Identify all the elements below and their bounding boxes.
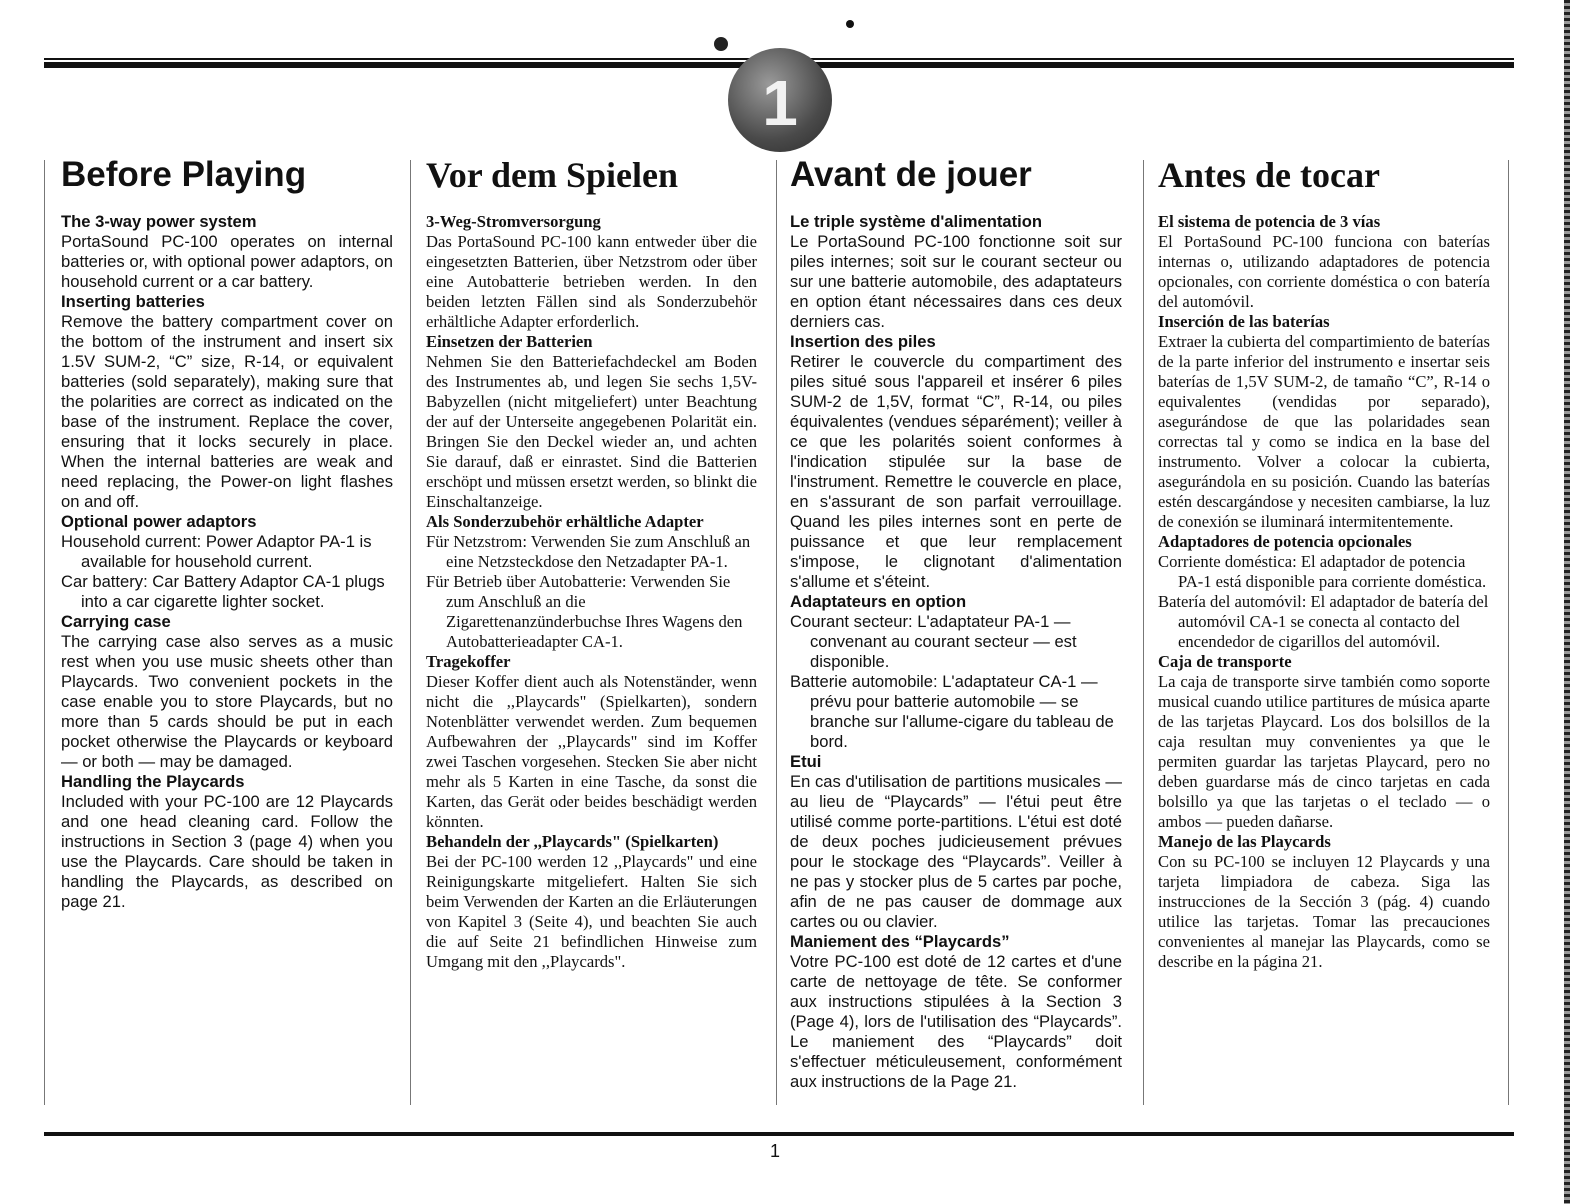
section-heading: Le triple système d'alimentation bbox=[790, 212, 1043, 231]
column-german bbox=[426, 150, 757, 1100]
section-heading: Manejo de las Playcards bbox=[1158, 832, 1331, 851]
paragraph: Votre PC-100 est doté de 12 cartes et d'une carte de nettoyage de tête. Se conformer aux instructions stipulées à la Section 3 (Page 4), lors de l'utilisation des “Playcards”. Le maniement des “Playcards” doit s'effectuer méticuleusement, conformément aux instructions de la Page 21. bbox=[790, 952, 1122, 1091]
list-item: Corriente doméstica: El adaptador de potencia PA-1 está disponible para corriente doméstica. bbox=[1158, 552, 1487, 591]
section-heading: Maniement des “Playcards” bbox=[790, 932, 1010, 951]
paragraph: La caja de transporte sirve también como soporte musical cuando utilice partitures de música aparte de las tarjetas Playcard. Los dos bolsillos de la caja resultan muy convenientes ya que le permiten guardar las tarjetas Playcard, pero no deben guardarse más de cinco tarjetas en cada bolsillo ya que las tarjetas o el teclado — o ambos — pueden dañarse. bbox=[1158, 672, 1490, 831]
column-divider bbox=[410, 160, 411, 1105]
decorative-dot bbox=[846, 20, 854, 28]
section-heading: Inserting batteries bbox=[61, 292, 205, 311]
list-item: Für Betrieb über Autobatterie: Verwenden Sie zum Anschluß an die Zigarettenanzünderbuchse Ihres Wagens den Autobatterieadapter CA-1. bbox=[426, 572, 743, 651]
column-french bbox=[790, 150, 1122, 1100]
paragraph: Dieser Koffer dient auch als Notenständer, wenn nicht die ,,Playcards" (Spielkarten), sondern Notenblätter verwendet werden. Zum bequemen Aufbewahren der ,,Playcards" sind im Koffer zwei Taschen vorgesehen. Stecken Sie aber nicht mehr als 5 Karten in eine Tasche, da sonst die Karten, das Gerät oder beides beschädigt werden könnten. bbox=[426, 672, 757, 831]
section-heading: The 3-way power system bbox=[61, 212, 257, 231]
column-spanish bbox=[1158, 150, 1490, 1100]
section-badge: 1 bbox=[728, 48, 832, 152]
page-number: 1 bbox=[770, 1141, 781, 1161]
page-title: Antes de tocar bbox=[1158, 155, 1380, 195]
scan-edge bbox=[1564, 0, 1570, 1204]
paragraph: Bei der PC-100 werden 12 ,,Playcards" und eine Reinigungskarte mitgeliefert. Halten Sie sich beim Verwenden der Karten an die Erläuterungen von Kapitel 3 (Seite 4), und beachten Sie auch die auf Seite 21 befindlichen Hinweise zum Umgang mit den ,,Playcards". bbox=[426, 852, 757, 971]
page-title: Avant de jouer bbox=[790, 155, 1032, 194]
section-heading: Inserción de las baterías bbox=[1158, 312, 1330, 331]
paragraph: Included with your PC-100 are 12 Playcards and one head cleaning card. Follow the instructions in Section 3 (page 4) when you use the Playcards. Care should be taken in handling the Playcards, as described on page 21. bbox=[61, 792, 393, 911]
decorative-dot bbox=[714, 37, 728, 51]
section-heading: Optional power adaptors bbox=[61, 512, 257, 531]
paragraph: Le PortaSound PC-100 fonctionne soit sur piles internes; soit sur le courant secteur ou sur une batterie automobile, des adaptateurs en option étant nécessaires dans ces deux derniers cas. bbox=[790, 232, 1122, 331]
section-heading: Caja de transporte bbox=[1158, 652, 1292, 671]
paragraph: The carrying case also serves as a music rest when you use music sheets other than Playcards. Two convenient pockets in the case enable you to store Playcards, but no more than 5 cards should be put in each pocket otherwise the Playcards or keyboard — or both — may be damaged. bbox=[61, 632, 393, 771]
paragraph: Retirer le couvercle du compartiment des piles situé sous l'appareil et insérer 6 piles SUM-2 de 1,5V, format “C”, R-14, ou piles équivalentes (vendues séparément); veiller à ce que les polarités soient conformes à l'indication stipulée sur la base de l'instrument. Remettre le couvercle en place, en s'assurant de son parfait verrouillage. Quand les piles internes sont en perte de puissance et que leur remplacement s'impose, le clignotant d'alimentation s'allume et s'éteint. bbox=[790, 352, 1122, 591]
paragraph: Nehmen Sie den Batteriefachdeckel am Boden des Instrumentes ab, und legen Sie sechs 1,5V-Babyzellen (nicht mitgeliefert) unter Beachtung der auf der Unterseite angegebenen Polarität ein. Bringen Sie den Deckel wieder an, und achten Sie darauf, daß er einrastet. Sind die Batterien erschöpt und müssen ersetzt werden, so blinkt die Einschaltanzeige. bbox=[426, 352, 757, 511]
section-heading: Tragekoffer bbox=[426, 652, 511, 671]
section-heading: Behandeln der ,,Playcards" (Spielkarten) bbox=[426, 832, 719, 851]
list-item: Car battery: Car Battery Adaptor CA-1 plugs into a car cigarette lighter socket. bbox=[61, 572, 385, 611]
section-heading: Adaptadores de potencia opcionales bbox=[1158, 532, 1412, 551]
list-item: Batería del automóvil: El adaptador de batería del automóvil CA-1 se conecta al contacto del encendedor de cigarillos del automóvil. bbox=[1158, 592, 1489, 651]
list-item: Courant secteur: L'adaptateur PA-1 — convenant au courant secteur — est disponible. bbox=[790, 612, 1077, 671]
paragraph: PortaSound PC-100 operates on internal batteries or, with optional power adaptors, on household current or a car battery. bbox=[61, 232, 393, 291]
section-heading: Einsetzen der Batterien bbox=[426, 332, 593, 351]
column-divider bbox=[1508, 160, 1509, 1105]
section-heading: 3-Weg-Stromversorgung bbox=[426, 212, 601, 231]
section-heading: El sistema de potencia de 3 vías bbox=[1158, 212, 1381, 231]
section-heading: Adaptateurs en option bbox=[790, 592, 967, 611]
section-heading: Handling the Playcards bbox=[61, 772, 245, 791]
paragraph: Con su PC-100 se incluyen 12 Playcards y una tarjeta limpiadora de cabeza. Siga las instrucciones de la Sección 3 (pág. 4) cuando utilice las tarjetas. Tomar las precauciones convenientes al manejar las Playcards, como se describe en la página 21. bbox=[1158, 852, 1490, 971]
list-item: Für Netzstrom: Verwenden Sie zum Anschluß an eine Netzsteckdose den Netzadapter PA-1. bbox=[426, 532, 751, 571]
section-heading: Carrying case bbox=[61, 612, 171, 631]
section-heading: Insertion des piles bbox=[790, 332, 936, 351]
page-title: Before Playing bbox=[61, 155, 307, 194]
column-divider bbox=[776, 160, 777, 1105]
paragraph: Das PortaSound PC-100 kann entweder über die eingesetzten Batterien, über Netzstrom oder über eine Autobatterie betrieben werden. In den beiden letzten Fällen sind als Sonderzubehör erhältliche Adapter erforderlich. bbox=[426, 232, 757, 331]
bottom-rule bbox=[44, 1132, 1514, 1136]
section-heading: Etui bbox=[790, 752, 822, 771]
list-item: Batterie automobile: L'adaptateur CA-1 — prévu pour batterie automobile — se branche sur l'allume-cigare du tableau de bord. bbox=[790, 672, 1114, 751]
list-item: Household current: Power Adaptor PA-1 is available for household current. bbox=[61, 532, 372, 571]
paragraph: Remove the battery compartment cover on the bottom of the instrument and insert six 1.5V SUM-2, “C” size, R-14, or equivalent batteries (sold separately), making sure that the polarities are correct as indicated on the base of the instrument. Replace the cover, ensuring that it locks securely in place. When the internal batteries are weak and need replacing, the Power-on light flashes on and off. bbox=[61, 312, 393, 511]
paragraph: En cas d'utilisation de partitions musicales — au lieu de “Playcards” — l'étui peut être utilisé comme porte-partitions. L'étui est doté de deux poches judicieusement prévues pour le stockage des “Playcards”. Veiller à ne pas y stocker plus de 5 cartes par poche, afin de ne pas causer de dommage aux cartes ou ou clavier. bbox=[790, 772, 1122, 931]
page-title: Vor dem Spielen bbox=[426, 155, 679, 195]
paragraph: El PortaSound PC-100 funciona con baterías internas o, utilizando adaptadores de potencia opcionales, con corriente doméstica o con batería del automóvil. bbox=[1158, 232, 1490, 311]
section-heading: Als Sonderzubehör erhältliche Adapter bbox=[426, 512, 704, 531]
column-divider bbox=[1143, 160, 1144, 1105]
column-divider bbox=[44, 160, 45, 1105]
paragraph: Extraer la cubierta del compartimiento de baterías de la parte inferior del instrumento e insertar seis baterías de 1,5V SUM-2, de tamaño “C”, R-14 o equivalentes (vendidas por separado), asegurándose de que las polaridades sean correctas tal y como se indica en la base del instrumento. Volver a colocar la cubierta, asegurándola en su posición. Cuando las baterías estén descargándose y necesiten cambiarse, la luz de conexión se iluminará intermitentemente. bbox=[1158, 332, 1490, 531]
column-english bbox=[61, 150, 393, 1100]
